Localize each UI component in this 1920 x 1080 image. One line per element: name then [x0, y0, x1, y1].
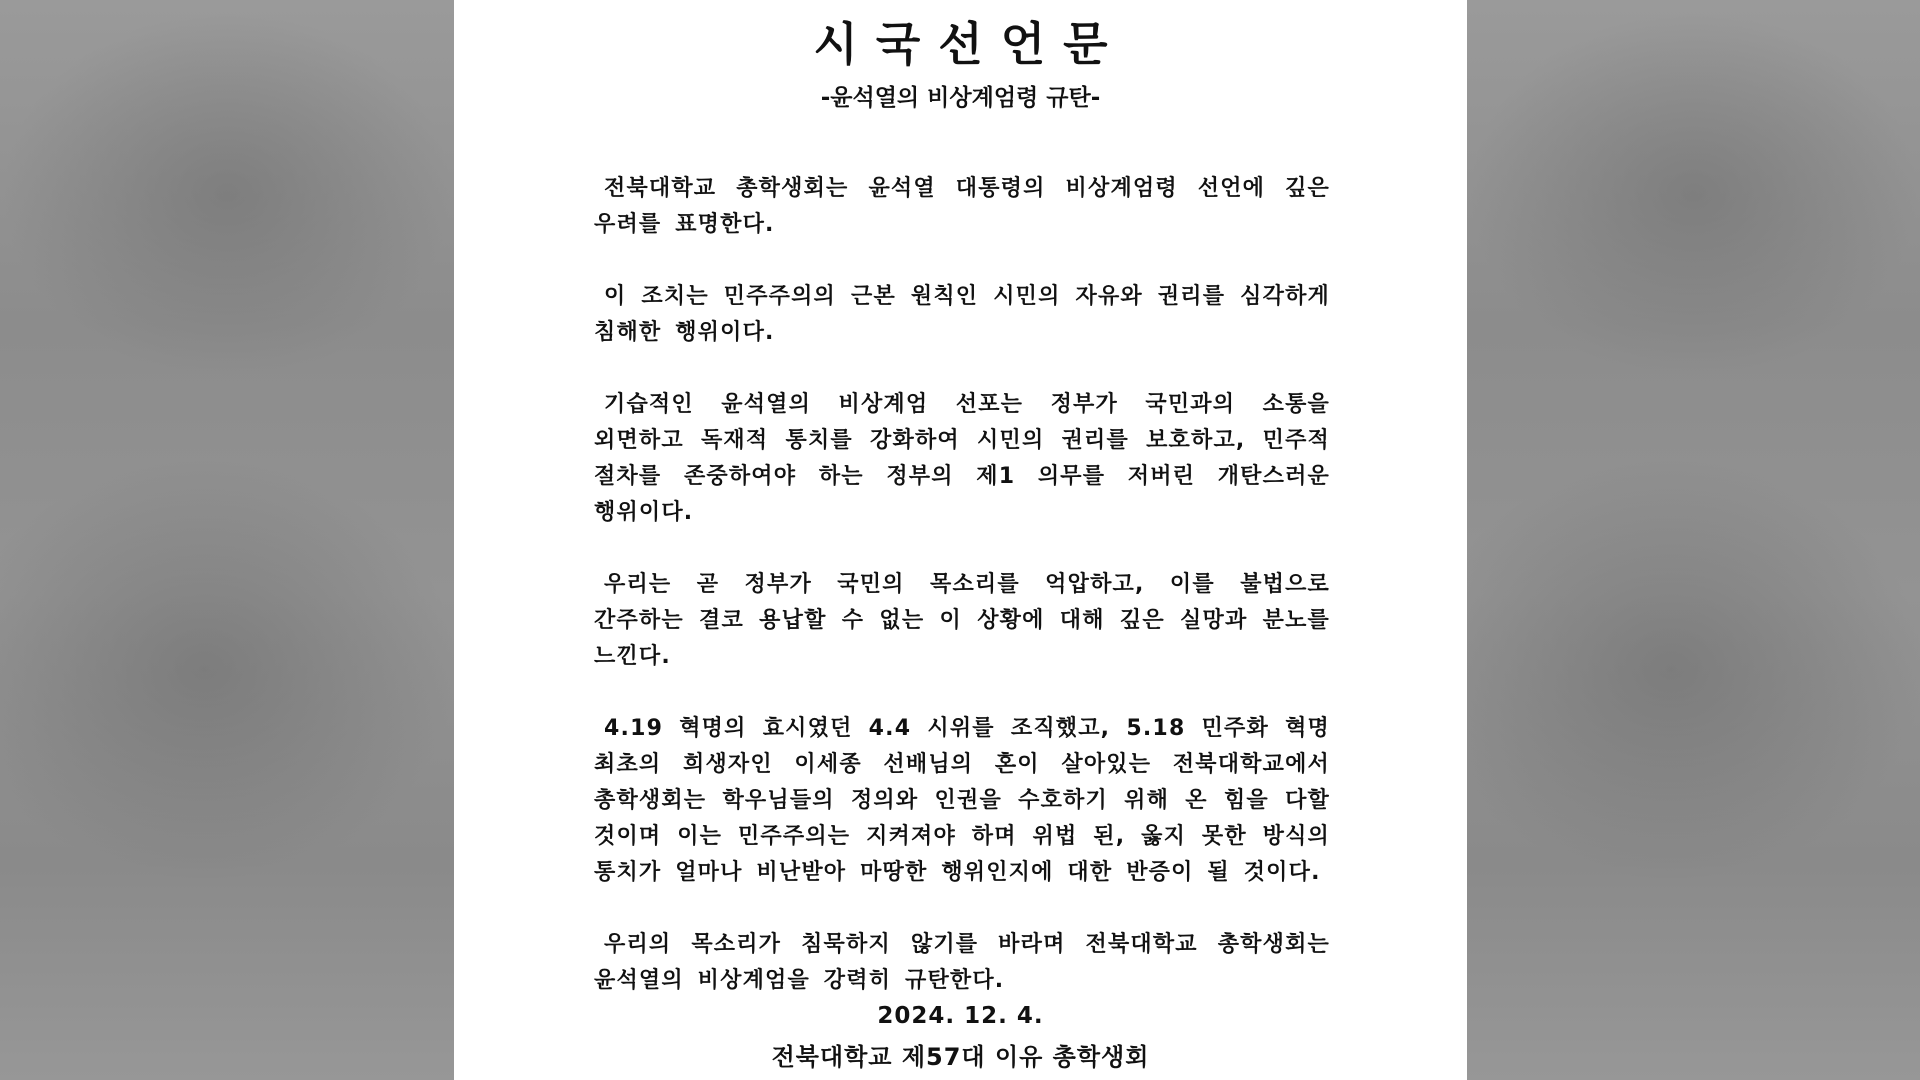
background-right	[1467, 0, 1920, 1080]
paragraph-6: 우리의 목소리가 침묵하지 않기를 바라며 전북대학교 총학생회는 윤석열의 비상계엄을 강력히 규탄한다.	[594, 932, 1330, 993]
document-subtitle: -윤석열의 비상계엄령 규탄-	[820, 85, 1101, 111]
document-signature: 전북대학교 제57대 이유 총학생회	[771, 1043, 1150, 1071]
paragraph-1: 전북대학교 총학생회는 윤석열 대통령의 비상계엄령 선언에 깊은 우려를 표명한다.	[594, 176, 1330, 237]
background-left	[0, 0, 454, 1080]
paragraph-2: 이 조치는 민주주의의 근본 원칙인 시민의 자유와 권리를 심각하게 침해한 행위이다.	[594, 284, 1330, 345]
document-date: 2024. 12. 4.	[877, 1003, 1044, 1029]
paragraph-3: 기습적인 윤석열의 비상계엄 선포는 정부가 국민과의 소통을 외면하고 독재적 통치를 강화하여 시민의 권리를 보호하고, 민주적 절차를 존중하여야 하는 정부의 제1 의무를 저버린 개탄스러운 행위이다.	[594, 392, 1330, 525]
document-body	[594, 171, 1330, 1035]
declaration-document	[454, 0, 1467, 1080]
paragraph-5: 4.19 혁명의 효시였던 4.4 시위를 조직했고, 5.18 민주화 혁명 최초의 희생자인 이세종 선배님의 혼이 살아있는 전북대학교에서 총학생회는 학우님들의 정의와 인권을 수호하기 위해 온 힘을 다할 것이며 이는 민주주의는 지켜져야 하며 위법 된, 옳지 못한 방식의 통치가 얼마나 비난받아 마땅한 행위인지에 대한 반증이 될 것이다.	[594, 716, 1330, 885]
paragraph-4: 우리는 곧 정부가 국민의 목소리를 억압하고, 이를 불법으로 간주하는 결코 용납할 수 없는 이 상황에 대해 깊은 실망과 분노를 느낀다.	[594, 572, 1330, 669]
document-title: 시국선언문	[813, 17, 1126, 71]
